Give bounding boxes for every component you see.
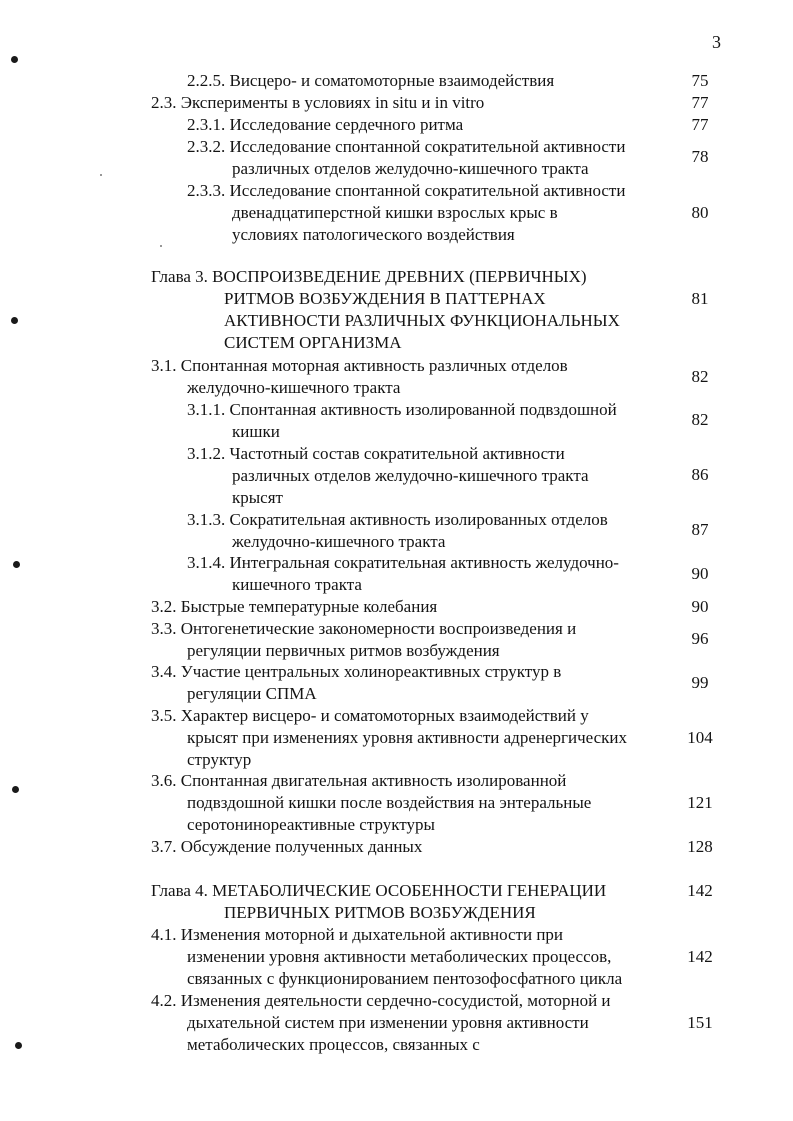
toc-entry-page-number: 82 <box>691 410 709 429</box>
toc-entry-text-line: СИСТЕМ ОРГАНИЗМА <box>224 333 402 352</box>
toc-entry-page-number: 78 <box>691 147 709 166</box>
toc-entry-text-line: 2.3.2. Исследование спонтанной сократительной активности <box>187 137 626 156</box>
toc-entry-text-line: различных отделов желудочно-кишечного тракта <box>232 466 589 485</box>
toc-entry-page-number: 90 <box>691 597 709 616</box>
toc-entry-text-line: 4.2. Изменения деятельности сердечно-сосудистой, моторной и <box>151 991 611 1010</box>
toc-entry-page-number: 151 <box>687 1013 713 1032</box>
toc-entry-text-line: 4.1. Изменения моторной и дыхательной активности при <box>151 925 564 944</box>
toc-entry-text-line: 3.4. Участие центральных холинореактивных структур в <box>151 662 562 681</box>
toc-entry-text-line: кишечного тракта <box>232 575 362 594</box>
toc-entry-text-line: 3.5. Характер висцеро- и соматомоторных взаимодействий у <box>151 706 589 725</box>
toc-entry-text-line: 3.1. Спонтанная моторная активность различных отделов <box>151 356 568 375</box>
toc-entry-text-line: регуляции первичных ритмов возбуждения <box>187 641 500 660</box>
toc-entry-text-line: условиях патологического воздействия <box>232 225 515 244</box>
toc-entry-text-line: 2.3. Эксперименты в условиях in situ и in vitro <box>151 93 485 112</box>
toc-entry-text-line: серотонинореактивные структуры <box>187 815 435 834</box>
toc-entry-text-line: кишки <box>232 422 280 441</box>
toc-entry-text-line: желудочно-кишечного тракта <box>187 378 401 397</box>
toc-entry-text-line: подвздошной кишки после воздействия на энтеральные <box>187 793 592 812</box>
toc-entry-page-number: 90 <box>691 564 709 583</box>
toc-entry-text-line: 3.1.3. Сократительная активность изолированных отделов <box>187 510 608 529</box>
toc-entry-text-line: метаболических процессов, связанных с <box>187 1035 480 1054</box>
toc-entry-text-line: 3.2. Быстрые температурные колебания <box>151 597 438 616</box>
toc-entry-text-line: дыхательной систем при изменении уровня активности <box>187 1013 589 1032</box>
toc-entry-text-line: 3.1.2. Частотный состав сократительной активности <box>187 444 565 463</box>
toc-entry-page-number: 87 <box>691 520 709 539</box>
toc-entry-text-line: 2.3.1. Исследование сердечного ритма <box>187 115 464 134</box>
toc-entry-text-line: 3.7. Обсуждение полученных данных <box>151 837 423 856</box>
toc-entry-page-number: 86 <box>691 465 709 484</box>
toc-entry-text-line: 3.3. Онтогенетические закономерности воспроизведения и <box>151 619 577 638</box>
toc-entry-page-number: 142 <box>687 881 713 900</box>
toc-entry-text-line: изменении уровня активности метаболических процессов, <box>187 947 612 966</box>
toc-entry-text-line: различных отделов желудочно-кишечного тракта <box>232 159 589 178</box>
toc-entry-page-number: 99 <box>691 673 709 692</box>
toc-entry-page-number: 104 <box>687 728 713 747</box>
toc-entry-text-line: структур <box>187 750 252 769</box>
toc-entry-page-number: 75 <box>691 71 709 90</box>
toc-entry-text-line: 2.3.3. Исследование спонтанной сократительной активности <box>187 181 626 200</box>
toc-entry-page-number: 81 <box>691 289 709 308</box>
toc-entry-text-line: РИТМОВ ВОЗБУЖДЕНИЯ В ПАТТЕРНАХ <box>224 289 546 308</box>
toc-entry-text-line: 3.1.4. Интегральная сократительная активность желудочно- <box>187 553 619 572</box>
toc-entry-page-number: 128 <box>687 837 713 856</box>
toc-entry-page-number: 82 <box>691 367 709 386</box>
toc-entry-text-line: 2.2.5. Висцеро- и соматомоторные взаимодействия <box>187 71 555 90</box>
toc-entry-text-line: Глава 3. ВОСПРОИЗВЕДЕНИЕ ДРЕВНИХ (ПЕРВИЧНЫХ) <box>151 267 587 286</box>
toc-entry-text-line: крысят <box>232 488 283 507</box>
toc-entry-text-line: желудочно-кишечного тракта <box>232 532 446 551</box>
toc-entry-page-number: 77 <box>691 93 709 112</box>
toc-entry-text-line: АКТИВНОСТИ РАЗЛИЧНЫХ ФУНКЦИОНАЛЬНЫХ <box>224 311 620 330</box>
toc-entry-text-line: крысят при изменениях уровня активности адренергических <box>187 728 627 747</box>
toc-entry-text-line: 3.1.1. Спонтанная активность изолированной подвздошной <box>187 400 617 419</box>
toc-entry-text-line: связанных с функционированием пентозофосфатного цикла <box>187 969 623 988</box>
toc-entry-page-number: 121 <box>687 793 713 812</box>
toc-entry-text-line: ПЕРВИЧНЫХ РИТМОВ ВОЗБУЖДЕНИЯ <box>224 903 536 922</box>
toc-entry-page-number: 77 <box>691 115 709 134</box>
toc-entry-page-number: 142 <box>687 947 713 966</box>
toc-entry-text-line: регуляции СПМА <box>187 684 317 703</box>
toc-entry-text-line: 3.6. Спонтанная двигательная активность изолированной <box>151 771 567 790</box>
toc-entry-page-number: 96 <box>691 629 709 648</box>
toc-entry-page-number: 80 <box>691 203 709 222</box>
page-number: 3 <box>712 32 721 52</box>
toc-entry-text-line: Глава 4. МЕТАБОЛИЧЕСКИЕ ОСОБЕННОСТИ ГЕНЕРАЦИИ <box>151 881 607 900</box>
toc-entry-text-line: двенадцатиперстной кишки взрослых крыс в <box>232 203 558 222</box>
